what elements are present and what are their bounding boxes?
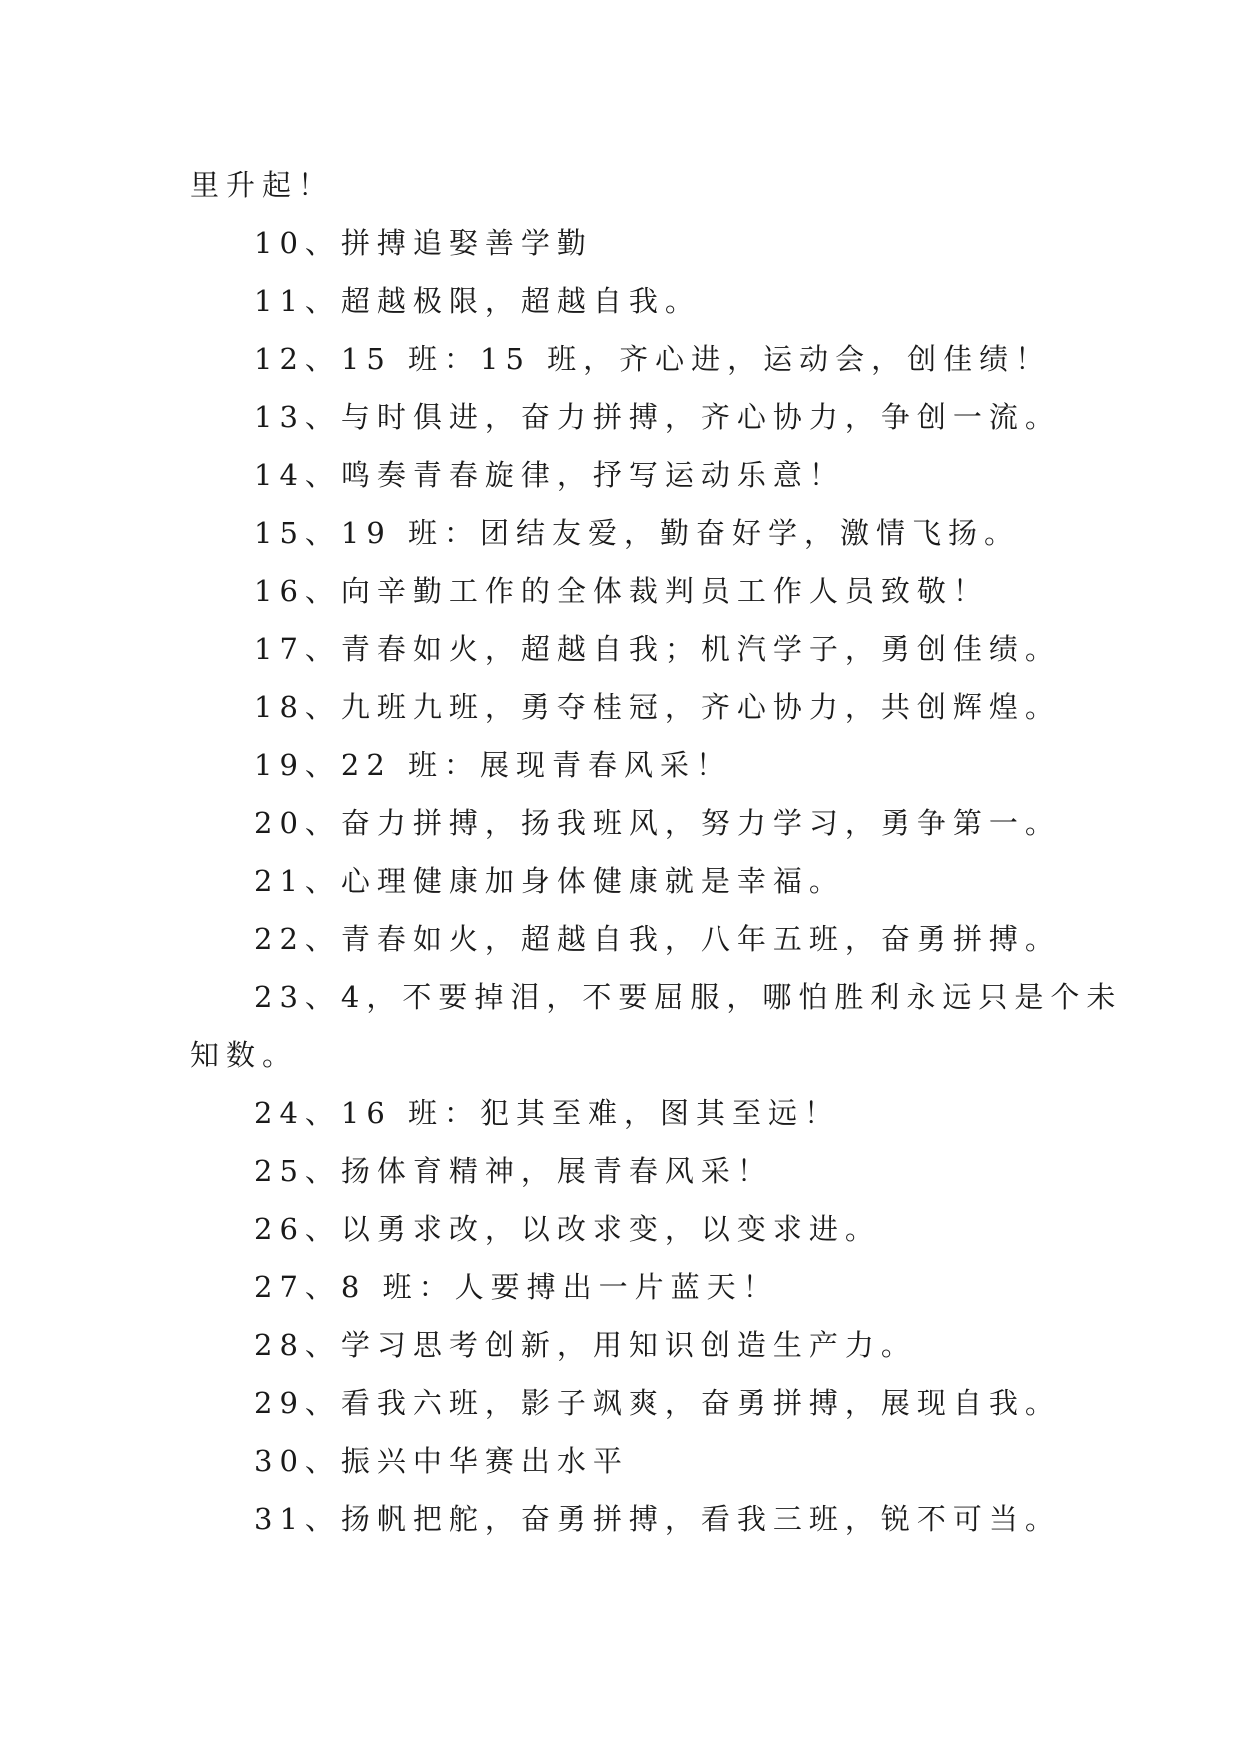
slogan-item-15: 15、19 班：团结友爱，勤奋好学，激情飞扬。 [254,516,1021,550]
slogan-item-12: 12、15 班：15 班，齐心进，运动会，创佳绩！ [254,342,1052,376]
slogan-item-26: 26、以勇求改，以改求变，以变求进。 [254,1212,881,1246]
slogan-item-10: 10、拼搏追娶善学勤 [254,226,593,260]
slogan-item-22: 22、青春如火，超越自我，八年五班，奋勇拼搏。 [254,922,1061,956]
slogan-item-27: 27、8 班：人要搏出一片蓝天！ [254,1270,779,1304]
slogan-item-11: 11、超越极限，超越自我。 [254,284,701,318]
slogan-item-24: 24、16 班：犯其至难，图其至远！ [254,1096,841,1130]
slogan-item-16: 16、向辛勤工作的全体裁判员工作人员致敬！ [254,574,989,608]
text-line-continuation: 知数。 [190,1038,299,1072]
slogan-item-20: 20、奋力拼搏，扬我班风，努力学习，勇争第一。 [254,806,1061,840]
slogan-item-13: 13、与时俱进，奋力拼搏，齐心协力，争创一流。 [254,400,1061,434]
slogan-item-18: 18、九班九班，勇夺桂冠，齐心协力，共创辉煌。 [254,690,1061,724]
slogan-item-29: 29、看我六班，影子飒爽，奋勇拼搏，展现自我。 [254,1386,1061,1420]
slogan-item-19: 19、22 班：展现青春风采！ [254,748,733,782]
slogan-item-21: 21、心理健康加身体健康就是幸福。 [254,864,845,898]
slogan-item-14: 14、鸣奏青春旋律，抒写运动乐意！ [254,458,845,492]
slogan-item-28: 28、学习思考创新，用知识创造生产力。 [254,1328,917,1362]
slogan-item-25: 25、扬体育精神，展青春风采！ [254,1154,773,1188]
slogan-item-31: 31、扬帆把舵，奋勇拼搏，看我三班，锐不可当。 [254,1502,1061,1536]
slogan-item-23: 23、4，不要掉泪，不要屈服，哪怕胜利永远只是个未 [254,980,1123,1014]
slogan-item-30: 30、振兴中华赛出水平 [254,1444,629,1478]
document-body [190,156,1123,1548]
slogan-item-17: 17、青春如火，超越自我；机汽学子，勇创佳绩。 [254,632,1061,666]
text-line-continuation: 里升起！ [190,168,335,202]
